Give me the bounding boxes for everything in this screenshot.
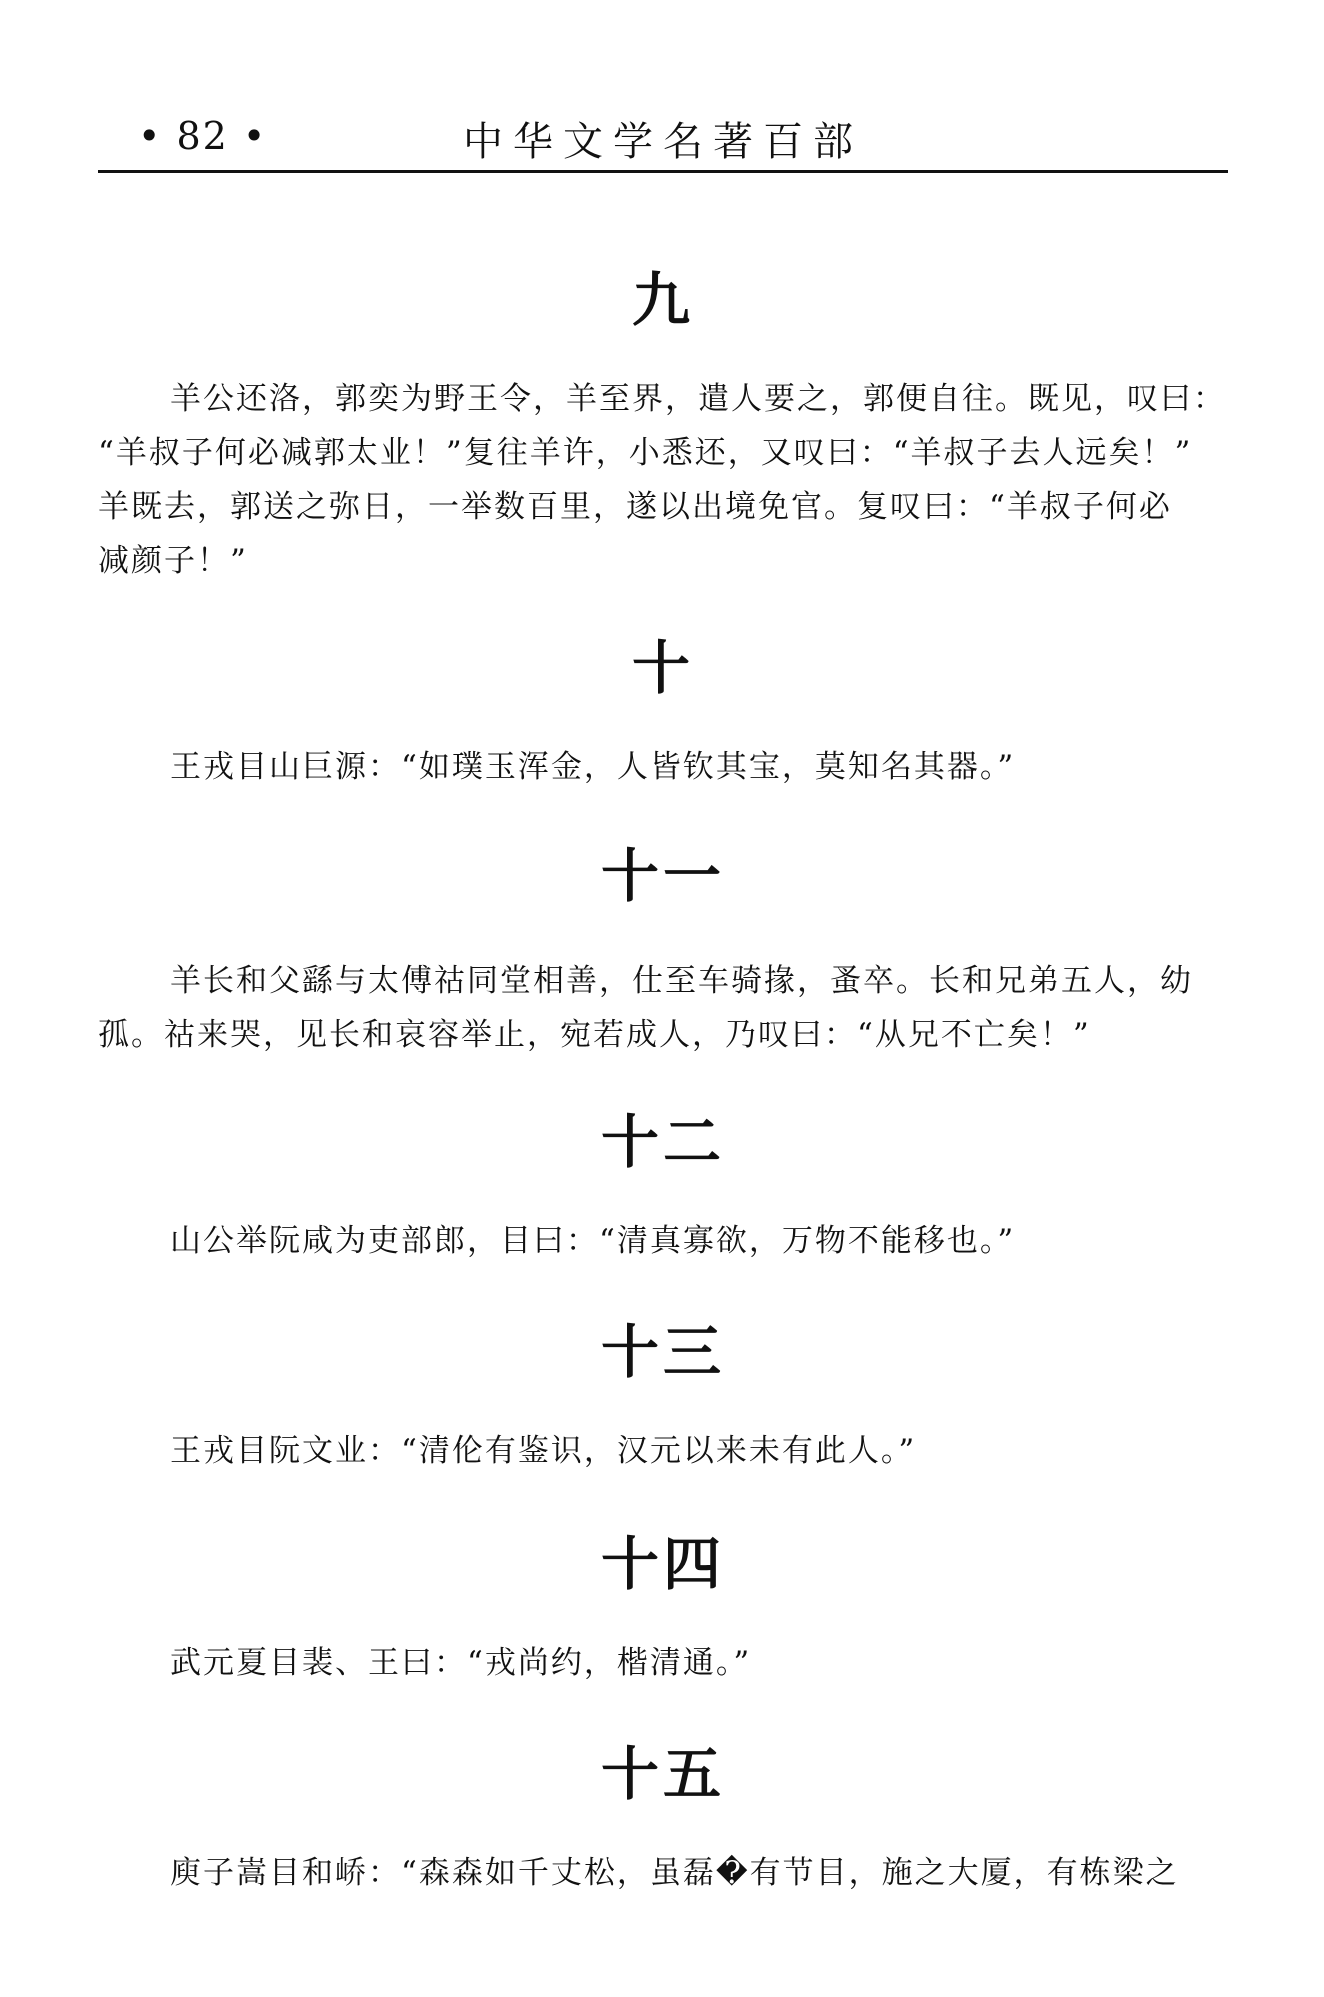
text-line: 王戎目山巨源：“如璞玉浑金，人皆钦其宝，莫知名其器。” bbox=[170, 749, 1016, 785]
section-heading-12: 十二 bbox=[600, 1108, 725, 1176]
text-line: 羊既去，郭送之弥日，一举数百里，遂以出境免官。复叹曰：“羊叔子何必 bbox=[98, 489, 1172, 525]
page-header bbox=[98, 110, 1228, 170]
section-heading-13: 十三 bbox=[600, 1318, 725, 1386]
text-line: 山公举阮咸为吏部郎，目曰：“清真寡欲，万物不能移也。” bbox=[170, 1223, 1016, 1259]
text-line: 孤。祜来哭，见长和哀容举止，宛若成人，乃叹曰：“从兄不亡矣！” bbox=[98, 1017, 1091, 1053]
text-line: “羊叔子何必减郭太业！”复往羊许，小悉还，又叹曰：“羊叔子去人远矣！” bbox=[98, 435, 1193, 471]
section-13-text bbox=[98, 1424, 1228, 1478]
page-number: • 82 • bbox=[138, 114, 268, 158]
header-rule bbox=[98, 170, 1228, 173]
running-title: 中华文学名著百部 bbox=[463, 119, 863, 165]
text-line: 武元夏目裴、王曰：“戎尚约，楷清通。” bbox=[170, 1645, 752, 1681]
text-line: 庾子嵩目和峤：“森森如千丈松，虽磊�有节目，施之大厦，有栋梁之 bbox=[170, 1855, 1179, 1891]
text-line: 羊公还洛，郭奕为野王令，羊至界，遣人要之，郭便自往。既见，叹曰： bbox=[170, 381, 1226, 417]
text-line: 羊长和父繇与太傅祜同堂相善，仕至车骑掾，蚤卒。长和兄弟五人，幼 bbox=[170, 963, 1193, 999]
section-heading-10: 十 bbox=[631, 634, 694, 702]
section-12-text bbox=[98, 1214, 1228, 1268]
section-15-text bbox=[98, 1846, 1228, 1900]
section-9-text bbox=[98, 372, 1228, 588]
text-line: 减颜子！” bbox=[98, 543, 248, 579]
text-line: 王戎目阮文业：“清伦有鉴识，汉元以来未有此人。” bbox=[170, 1433, 917, 1469]
section-heading-14: 十四 bbox=[600, 1530, 725, 1598]
section-heading-15: 十五 bbox=[600, 1740, 725, 1808]
section-heading-9: 九 bbox=[631, 266, 694, 334]
section-heading-11: 十一 bbox=[600, 842, 725, 910]
section-11-text bbox=[98, 954, 1228, 1062]
section-14-text bbox=[98, 1636, 1228, 1690]
section-10-text bbox=[98, 740, 1228, 794]
